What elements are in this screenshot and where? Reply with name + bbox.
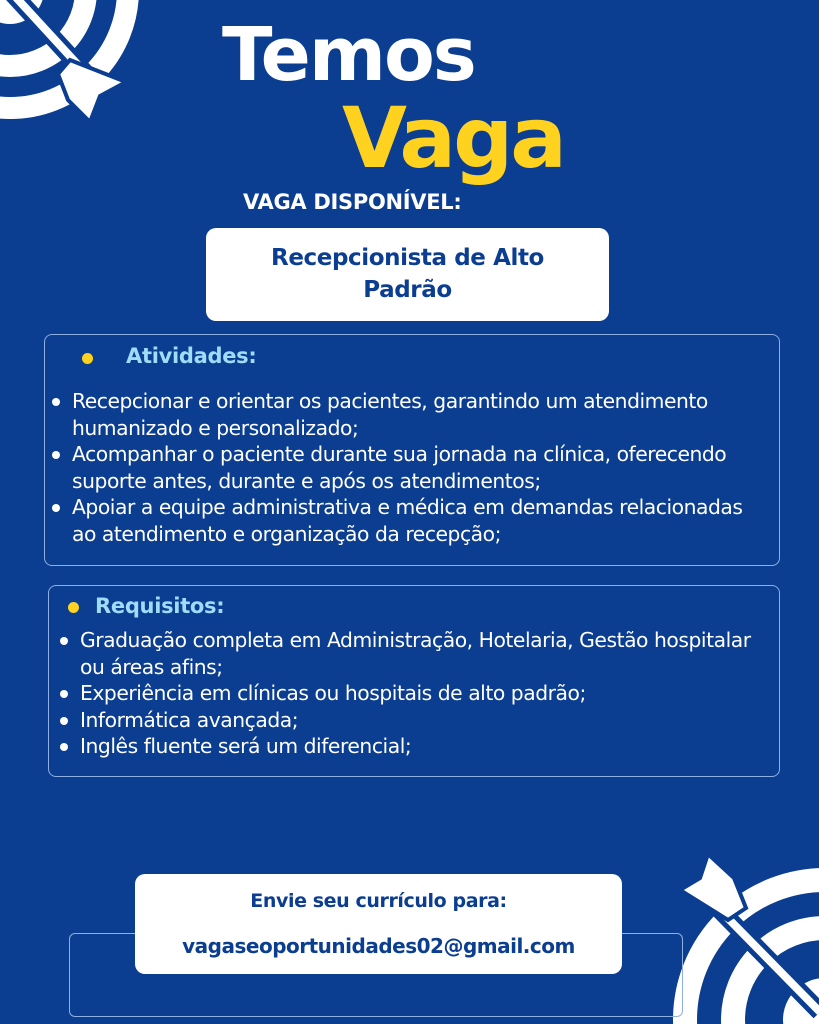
job-title-card (206, 228, 609, 321)
job-title: Recepcionista de Alto Padrão (271, 244, 544, 303)
list-item: Apoiar a equipe administrativa e médica em demandas relacionadas ao atendimento e organização da recepção; (50, 494, 772, 547)
requirements-list (58, 627, 774, 760)
list-item: Recepcionar e orientar os pacientes, garantindo um atendimento humanizado e personalizado; (50, 388, 772, 441)
activities-heading: Atividades: (126, 344, 257, 368)
contact-email[interactable]: vagaseoportunidades02@gmail.com (182, 934, 575, 958)
contact-label: Envie seu currículo para: (250, 890, 507, 912)
list-item: Informática avançada; (58, 707, 774, 734)
vacancy-subtitle: VAGA DISPONÍVEL: (243, 190, 462, 214)
target-arrow-icon (0, 0, 140, 130)
bullet-dot-icon (68, 602, 79, 613)
activities-list (50, 388, 772, 547)
title-line-vaga: Vaga (342, 89, 564, 187)
title-line-temos: Temos (222, 12, 475, 98)
list-item: Experiência em clínicas ou hospitais de alto padrão; (58, 680, 774, 707)
list-item: Inglês fluente será um diferencial; (58, 733, 774, 760)
list-item: Graduação completa em Administração, Hotelaria, Gestão hospitalar ou áreas afins; (58, 627, 774, 680)
requirements-heading: Requisitos: (95, 594, 225, 618)
list-item: Acompanhar o paciente durante sua jornada na clínica, oferecendo suporte antes, durante e após os atendimentos; (50, 441, 772, 494)
contact-card (135, 874, 622, 974)
bullet-dot-icon (82, 353, 93, 364)
